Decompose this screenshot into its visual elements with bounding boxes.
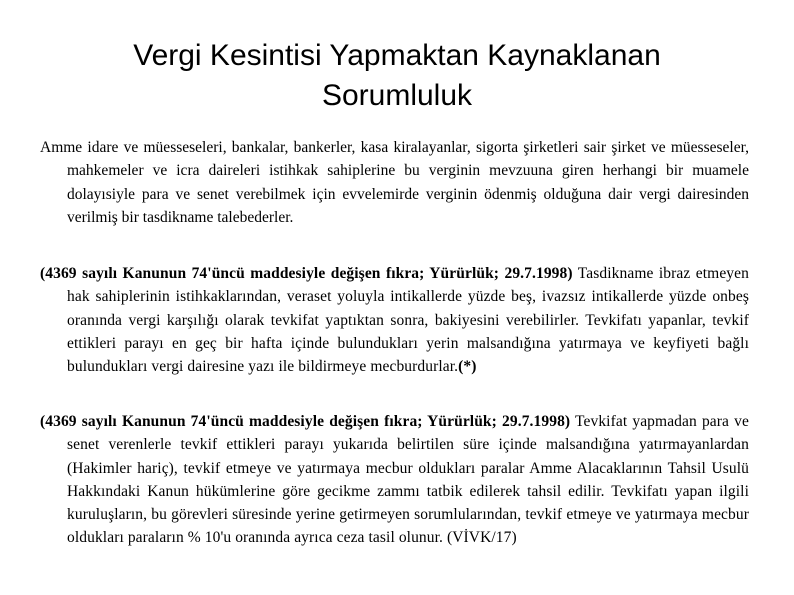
paragraph-2 <box>40 262 749 378</box>
paragraph-2-text: Tasdikname ibraz etmeyen hak sahiplerinin istihkaklarından, veraset yoluyla intikallerde yüzde beş, ivazsız intikallerde yüzde onbeş oranında vergi karşılığı olarak tevkifat yaptıktan sonra, bakiyesini verebilirler. Tevkifatı yapanlar, tevkif ettikleri parayı en geç bir hafta içinde bulundukları yerin malsandığına yatırmaya ve keyfiyeti bağlı bulundukları vergi dairesine yazı ile bildirmeye mecburdurlar. <box>67 265 749 376</box>
paragraph-1 <box>40 136 749 229</box>
title-line-2: Sorumluluk <box>321 79 473 112</box>
paragraph-3-amendment: (4369 sayılı Kanunun 74'üncü maddesiyle değişen fıkra; Yürürlük; 29.7.1998) <box>40 413 571 430</box>
paragraph-2-note: (*) <box>458 358 477 376</box>
paragraph-2-amendment: (4369 sayılı Kanunun 74'üncü maddesiyle değişen fıkra; Yürürlük; 29.7.1998) <box>40 265 573 282</box>
title-line-1: Vergi Kesintisi Yapmaktan Kaynaklanan <box>133 39 661 72</box>
paragraph-3 <box>40 410 749 550</box>
paragraph-3-text: Tevkifat yapmadan para ve senet verenlerle tevkif ettikleri parayı yukarıda belirtilen süre içinde malsandığına yatırmayanlardan (Hakimler hariç), tevkif etmeye ve yatırmaya mecbur oldukları paralar Amme Alacaklarının Tahsil Usulü Hakkındaki Kanun hükümlerine göre gecikme zammı tatbik edilerek tahsil edilir. Tevkifatı yapan ilgili kuruluşların, bu görevleri süresinde yerine getirmeyen sorumlularından, tevkif etmeye ve yatırmaya mecbur oldukları paraların % 10'u oranında ayrıca ceza tasil olunur. (VİVK/17) <box>67 413 749 547</box>
paragraph-1-text: Amme idare ve müesseseleri, bankalar, bankerler, kasa kiralayanlar, sigorta şirketleri sair şirket ve müesseseler, mahkemeler ve icra daireleri istihkak sahiplerine bu verginin mevzuuna giren herhangi bir muamele dolayısiyle para ve senet verebilmek için evvelemirde verginin ödenmiş olduğuna dair vergi dairesinden verilmiş bir tasdikname talebederler. <box>40 139 749 226</box>
page-title <box>40 36 754 116</box>
